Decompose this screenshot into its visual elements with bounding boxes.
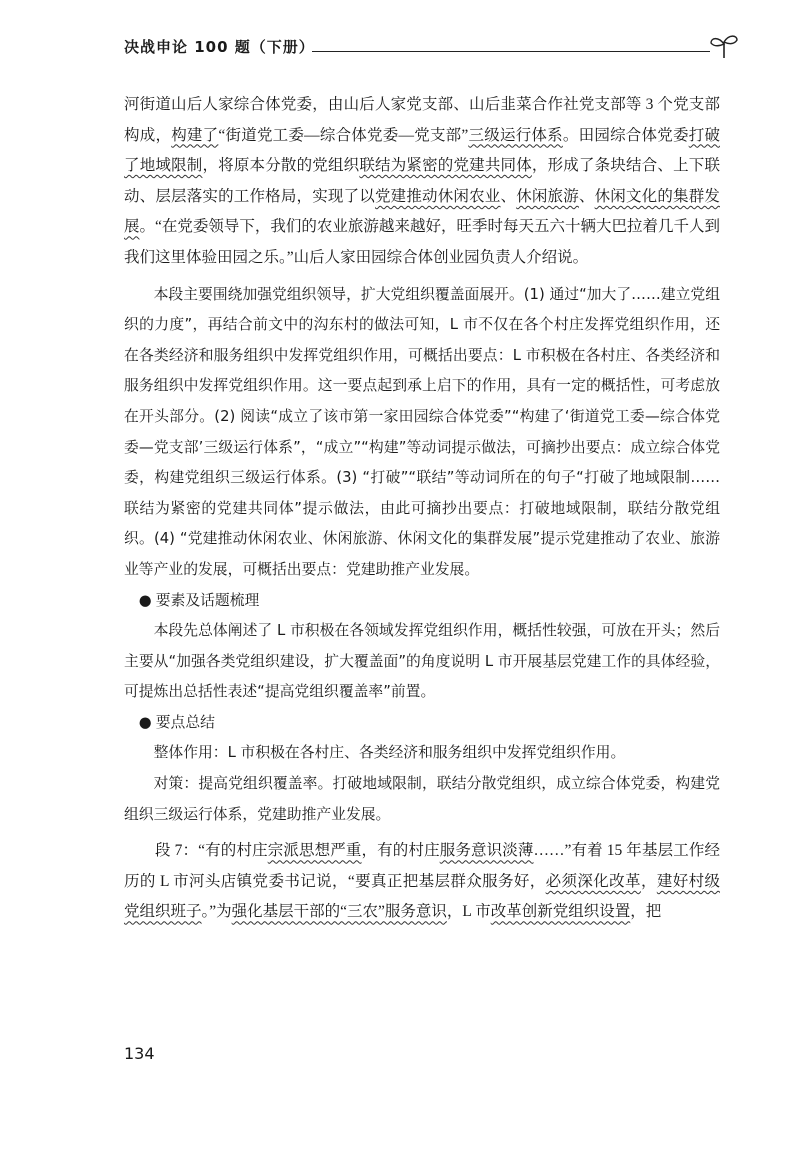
book-title: 决战申论 100 题（下册） — [124, 38, 315, 56]
page-number: 134 — [124, 1044, 155, 1063]
header-rule — [312, 51, 710, 52]
summary-overall: 整体作用：L 市积极在各村庄、各类经济和服务组织中发挥党组织作用。 — [153, 744, 626, 762]
underlined-phrase: 强化基层干部的“三农”服务意识 — [231, 903, 447, 921]
text-run: ，有的村庄 — [361, 842, 440, 860]
heading-text: 要素及话题梳理 — [155, 591, 260, 609]
running-header — [124, 30, 734, 64]
text-run: ，把 — [630, 903, 662, 921]
text-run: 、 — [578, 187, 595, 205]
text-run: 。“在党委领导下，我们的农业旅游越来越好，旺季时每天五六十辆大巴拉着几千人到我们这里体验田园之乐。”山后人家田园综合体创业园负责人介绍说。 — [124, 218, 720, 266]
sprout-icon — [708, 32, 740, 60]
underlined-phrase: 构建了 — [171, 126, 219, 144]
page-body — [124, 90, 720, 928]
text-run: “街道党工委—综合体党委—党支部” — [218, 126, 469, 144]
underlined-phrase: 改革创新党组织设置 — [490, 903, 631, 921]
text-run: 、 — [500, 187, 517, 205]
underlined-phrase: 建好村级党组织班子 — [124, 872, 720, 921]
underlined-phrase: 党建推动休闲农业 — [375, 187, 501, 205]
underlined-phrase: 联结为紧密的党建共同体 — [359, 157, 532, 175]
bullet-icon: ● — [138, 591, 152, 609]
text-run: ……”有着 15 年基层工作经历的 L 市河头店镇党委书记说，“要真正把基层群众服务好， — [124, 842, 720, 890]
text-run: 。”为 — [201, 903, 232, 921]
text-run: ，L 市 — [446, 903, 491, 921]
text-run: ，将原本分散的党组织 — [202, 157, 360, 175]
topic-paragraph: 本段先总体阐述了 L 市积极在各领域发挥党组织作用，概括性较强，可放在开头；然后主要从“加强各类党组织建设，扩大覆盖面”的角度说明 L 市开展基层党建工作的具体经验，可提炼出总括性表述“提高党组织覆盖率”前置。 — [124, 622, 720, 701]
underlined-phrase: 休闲旅游 — [516, 187, 579, 205]
summary-measures: 对策：提高党组织覆盖率。打破地域限制，联结分散党组织，成立综合体党委，构建党组织三级运行体系，党建助推产业发展。 — [124, 775, 720, 823]
underlined-phrase: 必须深化改革 — [545, 872, 641, 890]
quoted-material-paragraph-7 — [124, 836, 720, 928]
quoted-material-paragraph — [124, 90, 720, 274]
bullet-icon: ● — [138, 713, 152, 731]
underlined-phrase: 服务意识淡薄 — [439, 842, 534, 860]
underlined-phrase: 三级运行体系 — [468, 126, 563, 144]
text-run: 。田园综合体党委 — [562, 126, 689, 144]
analysis-paragraph: 本段主要围绕加强党组织领导，扩大党组织覆盖面展开。(1) 通过“加大了……建立党组织的力度”，再结合前文中的沟东村的做法可知，L 市不仅在各个村庄发挥党组织作用，还在各类经济和服务组织中发挥党组织作用，可概括出要点：L 市积极在各村庄、各类经济和服务组织中发挥党组织作用。这一要点起到承上启下的作用，具有一定的概括性，可考虑放在开头部分。(2) 阅读“成立了该市第一家田园综合体党委”“构建了‘街道党工委—综合体党委—党支部’三级运行体系”，“成立”“构建”等动词提示做法，可摘抄出要点：成立综合体党委，构建党组织三级运行体系。(3) “打破”“联结”等动词所在的句子“打破了地域限制……联结为紧密的党建共同体”提示做法，由此可摘抄出要点：打破地域限制，联结分散党组织。(4) “党建推动休闲农业、休闲旅游、休闲文化的集群发展”提示党建推动了农业、旅游业等产业的发展，可概括出要点：党建助推产业发展。 — [124, 285, 720, 578]
underlined-phrase: 宗派思想严重 — [267, 842, 362, 860]
underlined-phrase: 休闲文化的集群发展 — [124, 187, 720, 236]
text-run: ，形成了条块结合、上下联动、层层落实的工作格局，实现了以 — [124, 157, 720, 205]
text-run: ， — [640, 872, 657, 890]
section-heading-elements — [124, 586, 720, 617]
text-run: 段 7：“有的村庄 — [155, 842, 268, 860]
text-run: 河街道山后人家综合体党委，由山后人家党支部、山后韭菜合作社党支部等 3 个党支部构成， — [124, 96, 720, 144]
section-heading-summary — [124, 708, 720, 739]
heading-text: 要点总结 — [155, 713, 215, 731]
underlined-phrase: 打破了地域限制 — [124, 126, 720, 175]
